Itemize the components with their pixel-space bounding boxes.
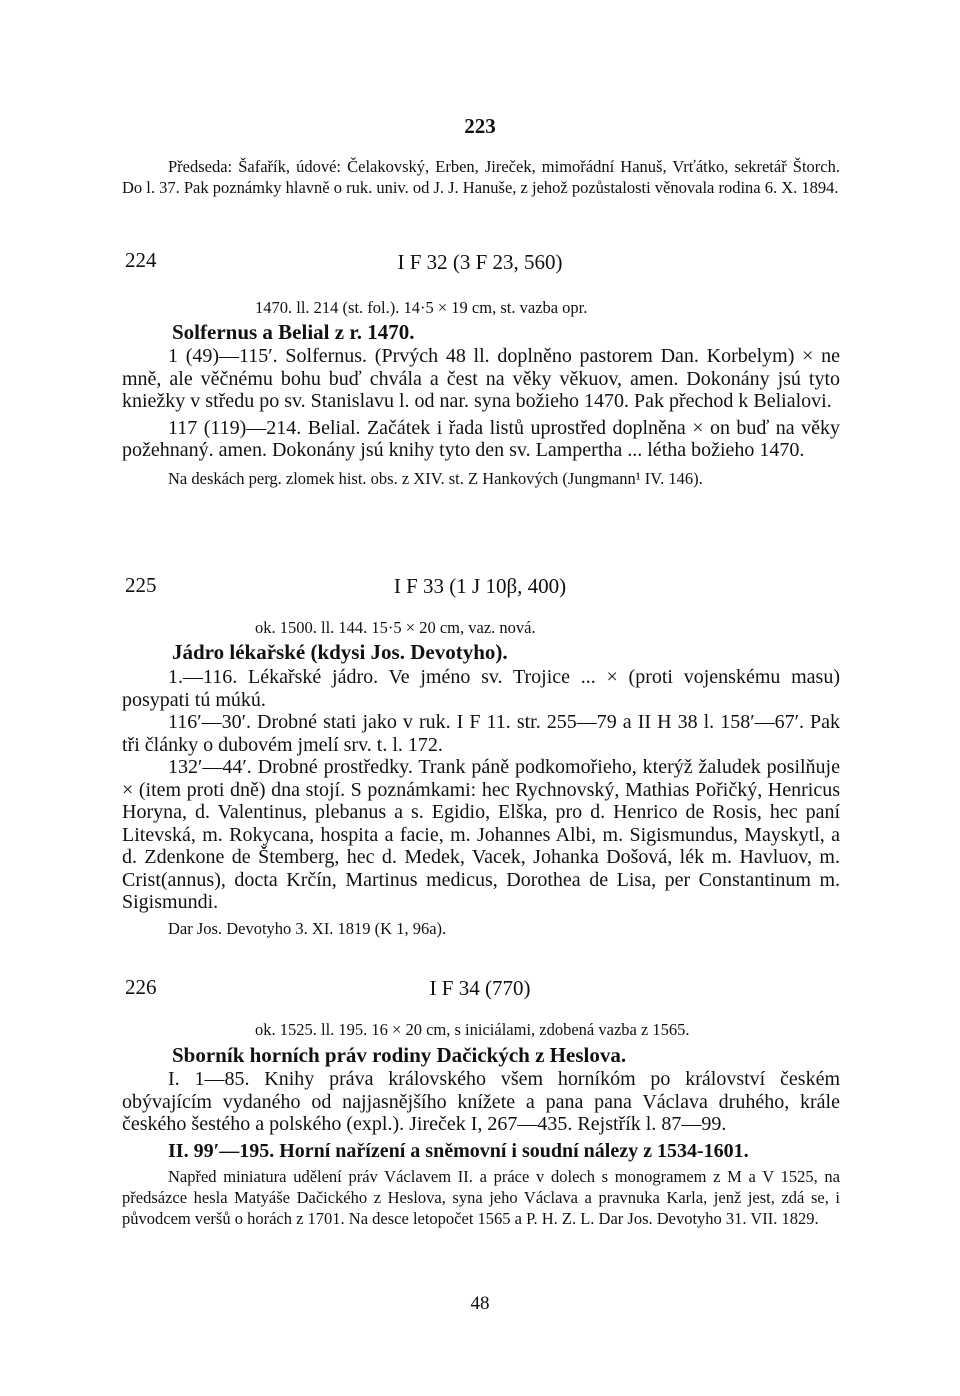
entry-body — [122, 345, 840, 489]
intro-paragraph — [122, 156, 840, 198]
entry-paragraph: 117 (119)—214. Belial. Začátek i řada listů uprostřed doplněna × on buď na věky požehnaný. amen. Dokonány jsú knihy tyto den sv. Lampertha ... létha božieho 1470. — [122, 416, 840, 461]
entry-meta: ok. 1500. ll. 144. 15·5 × 20 cm, vaz. nová. — [255, 618, 536, 637]
entry-title: Sborník horních práv rodiny Dačických z Heslova. — [172, 1043, 627, 1067]
entry-number: 226 — [125, 975, 157, 999]
entry-note: Na deskách perg. zlomek hist. obs. z XIV. st. Z Hankových (Jungmann¹ IV. 146). — [168, 468, 703, 488]
entry-body — [122, 666, 840, 939]
entry-signature: I F 33 (1 J 10β, 400) — [393, 574, 567, 598]
entry-number: 225 — [125, 573, 157, 597]
entry-paragraph: 116′—30′. Drobné stati jako v ruk. I F 11. str. 255—79 a II H 38 l. 158′—67′. Pak tři články o dubovém jmelí srv. t. l. 172. — [122, 711, 840, 756]
entry-body — [122, 1068, 840, 1229]
entry-meta: ok. 1525. ll. 195. 16 × 20 cm, s iniciálami, zdobená vazba z 1565. — [255, 1020, 690, 1039]
intro-text: Předseda: Šafařík, údové: Čelakovský, Erben, Jireček, mimořádní Hanuš, Vrťátko, sekretář Štorch. Do l. 37. Pak poznámky hlavně o ruk. univ. od J. J. Hanuše, z jehož pozůstalosti věnovala rodina 6. X. 1894. — [122, 157, 840, 197]
entry-signature: I F 34 (770) — [429, 976, 531, 1000]
entry-number: 224 — [125, 248, 157, 272]
entry-paragraph: I. 1—85. Knihy práva královského všem horníkóm po království českém obývajícím vydaného od najjasnějšího knížete a pana pana Václava druhého, krále českého šestého a polského (expl.). Jireček I, 267—435. Rejstřík l. 87—99. — [122, 1068, 840, 1135]
page-number-top: 223 — [464, 114, 496, 138]
entry-note: Napřed miniatura udělení práv Václavem II. a práce v dolech s monogramem z M a V 1525, na předsázce hesla Matyáše Dačického z Heslova, syna jeho Václava a pravnuka Karla, jenž jest, zdá se, i původcem veršů o horách z 1701. Na desce letopočet 1565 a P. H. Z. L. Dar Jos. Devotyho 31. VII. 1829. — [122, 1167, 840, 1228]
entry-signature: I F 32 (3 F 23, 560) — [397, 250, 563, 274]
entry-paragraph: 132′—44′. Drobné prostředky. Trank páně podkomořieho, kterýž žaludek posilňuje × (item proti dně) dna stojí. S poznámkami: hec Rychnovský, Mathias Pořičký, Henricus Horyna, d. Valentinus, plebanus a s. Egidio, Elška, pro d. Henrico de Rosis, hec paní Litevská, m. Rokycana, hospita a facie, m. Johannes Albi, m. Sigismundus, Mayskytl, a d. Zdenkone de Štemberg, hec d. Medek, Vacek, Johanka Došová, lék m. Havluov, m. Crist(annus), docta Krčín, Martinus medicus, Dorothea de Lisa, per Constantinum m. Sigismundi. — [122, 756, 840, 913]
entry-paragraph: II. 99′—195. Horní nařízení a sněmovní i soudní nálezy z 1534-1601. — [168, 1139, 749, 1162]
entry-meta: 1470. ll. 214 (st. fol.). 14·5 × 19 cm, st. vazba opr. — [255, 298, 588, 317]
entry-paragraph: 1 (49)—115′. Solfernus. (Prvých 48 ll. doplněno pastorem Dan. Korbelym) × ne mně, ale věčnému bohu buď chvála a čest na věky věkuov, amen. Dokonány jsú tyto kniežky v středu po sv. Stanislavu l. od nar. syna božieho 1470. Pak přechod k Belialovi. — [122, 345, 840, 412]
entry-title: Jádro lékařské (kdysi Jos. Devotyho). — [172, 640, 508, 664]
page-number-bottom: 48 — [470, 1293, 490, 1314]
entry-paragraph: 1.—116. Lékařské jádro. Ve jméno sv. Trojice ... × (proti vojenskému masu) posypati tú múkú. — [122, 666, 840, 711]
entry-title: Solfernus a Belial z r. 1470. — [172, 320, 415, 344]
entry-note: Dar Jos. Devotyho 3. XI. 1819 (K 1, 96a). — [168, 918, 447, 938]
